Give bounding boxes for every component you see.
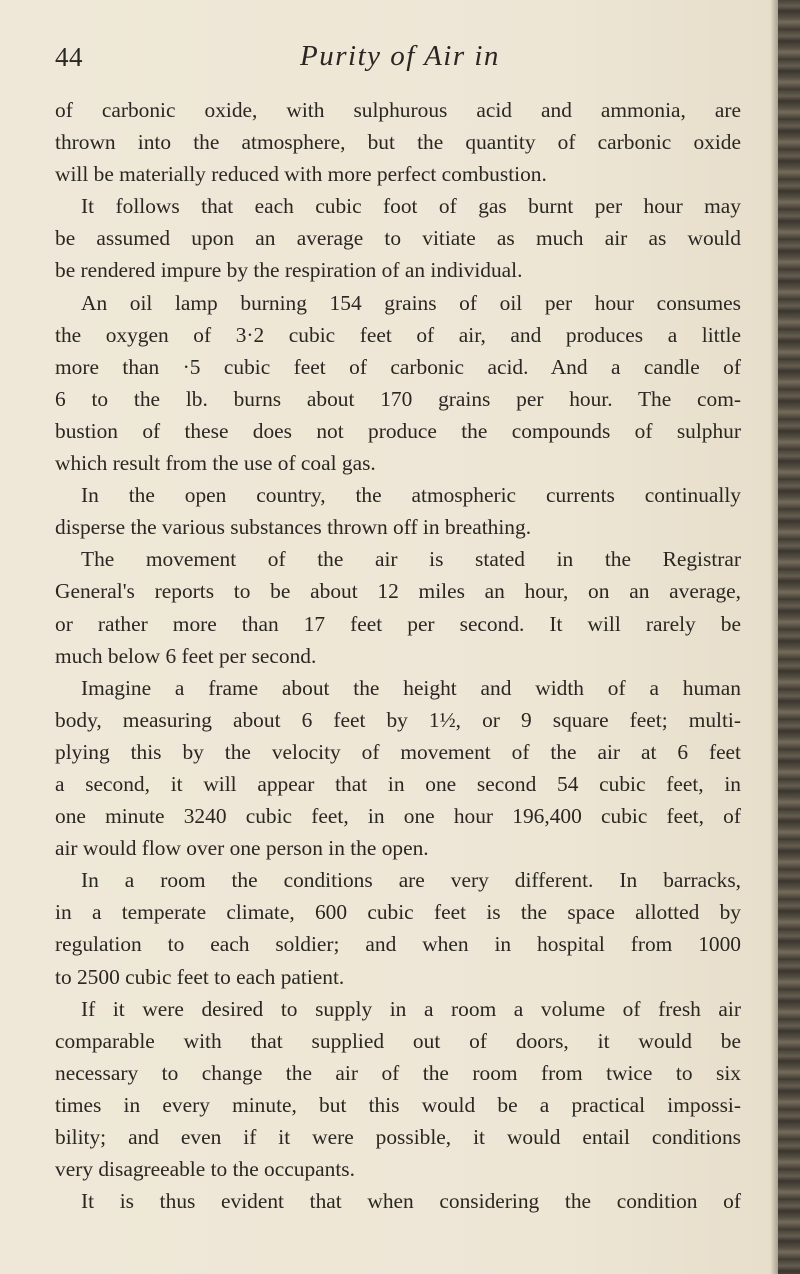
page-header: [0, 36, 800, 76]
text-line: more than ·5 cubic feet of carbonic acid. And a candle of: [55, 354, 741, 379]
page-number: 44: [55, 42, 83, 72]
text-line: which result from the use of coal gas.: [55, 451, 376, 476]
text-line: In a room the conditions are very different. In barracks,: [81, 868, 741, 893]
text-line: thrown into the atmosphere, but the quantity of carbonic oxide: [55, 130, 741, 155]
text-line: disperse the various substances thrown off in breathing.: [55, 515, 532, 540]
text-line: If it were desired to supply in a room a volume of fresh air: [81, 996, 741, 1021]
text-line: Imagine a frame about the height and width of a human: [81, 675, 741, 700]
text-line: bustion of these does not produce the compounds of sulphur: [55, 418, 741, 443]
binding-edge: [778, 0, 800, 1274]
text-line: very disagreeable to the occupants.: [55, 1157, 355, 1182]
text-line: one minute 3240 cubic feet, in one hour 196,400 cubic feet, of: [55, 804, 741, 829]
text-line: the oxygen of 3·2 cubic feet of air, and produces a little: [55, 322, 741, 347]
body-text: [55, 94, 741, 1217]
text-line: 6 to the lb. burns about 170 grains per hour. The com-: [55, 386, 741, 411]
text-line: a second, it will appear that in one second 54 cubic feet, in: [55, 771, 741, 796]
text-line: be assumed upon an average to vitiate as much air as would: [55, 226, 741, 251]
running-title: Purity of Air in: [300, 40, 500, 72]
text-line: times in every minute, but this would be a practical impossi-: [55, 1092, 741, 1117]
text-line: in a temperate climate, 600 cubic feet is the space allotted by: [55, 900, 741, 925]
text-line: much below 6 feet per second.: [55, 643, 317, 668]
text-line: General's reports to be about 12 miles an hour, on an average,: [55, 579, 741, 604]
text-line: The movement of the air is stated in the Registrar: [81, 547, 741, 572]
text-line: In the open country, the atmospheric currents continually: [81, 483, 741, 508]
text-line: of carbonic oxide, with sulphurous acid and ammonia, are: [55, 98, 741, 122]
text-line: body, measuring about 6 feet by 1½, or 9 square feet; multi-: [55, 707, 741, 732]
text-line: An oil lamp burning 154 grains of oil per hour consumes: [81, 290, 741, 315]
text-line: It is thus evident that when considering the condition of: [81, 1189, 741, 1214]
text-line: bility; and even if it were possible, it would entail conditions: [55, 1125, 741, 1149]
text-line: regulation to each soldier; and when in hospital from 1000: [55, 932, 741, 957]
text-line: necessary to change the air of the room from twice to six: [55, 1060, 741, 1085]
text-line: will be materially reduced with more perfect combustion.: [55, 162, 547, 187]
text-line: comparable with that supplied out of doors, it would be: [55, 1028, 741, 1053]
text-line: to 2500 cubic feet to each patient.: [55, 964, 345, 989]
text-line: air would flow over one person in the open.: [55, 836, 429, 861]
text-line: plying this by the velocity of movement of the air at 6 feet: [55, 739, 741, 764]
text-line: It follows that each cubic foot of gas burnt per hour may: [81, 194, 741, 219]
text-line: be rendered impure by the respiration of an individual.: [55, 258, 523, 283]
text-line: or rather more than 17 feet per second. It will rarely be: [55, 611, 741, 636]
